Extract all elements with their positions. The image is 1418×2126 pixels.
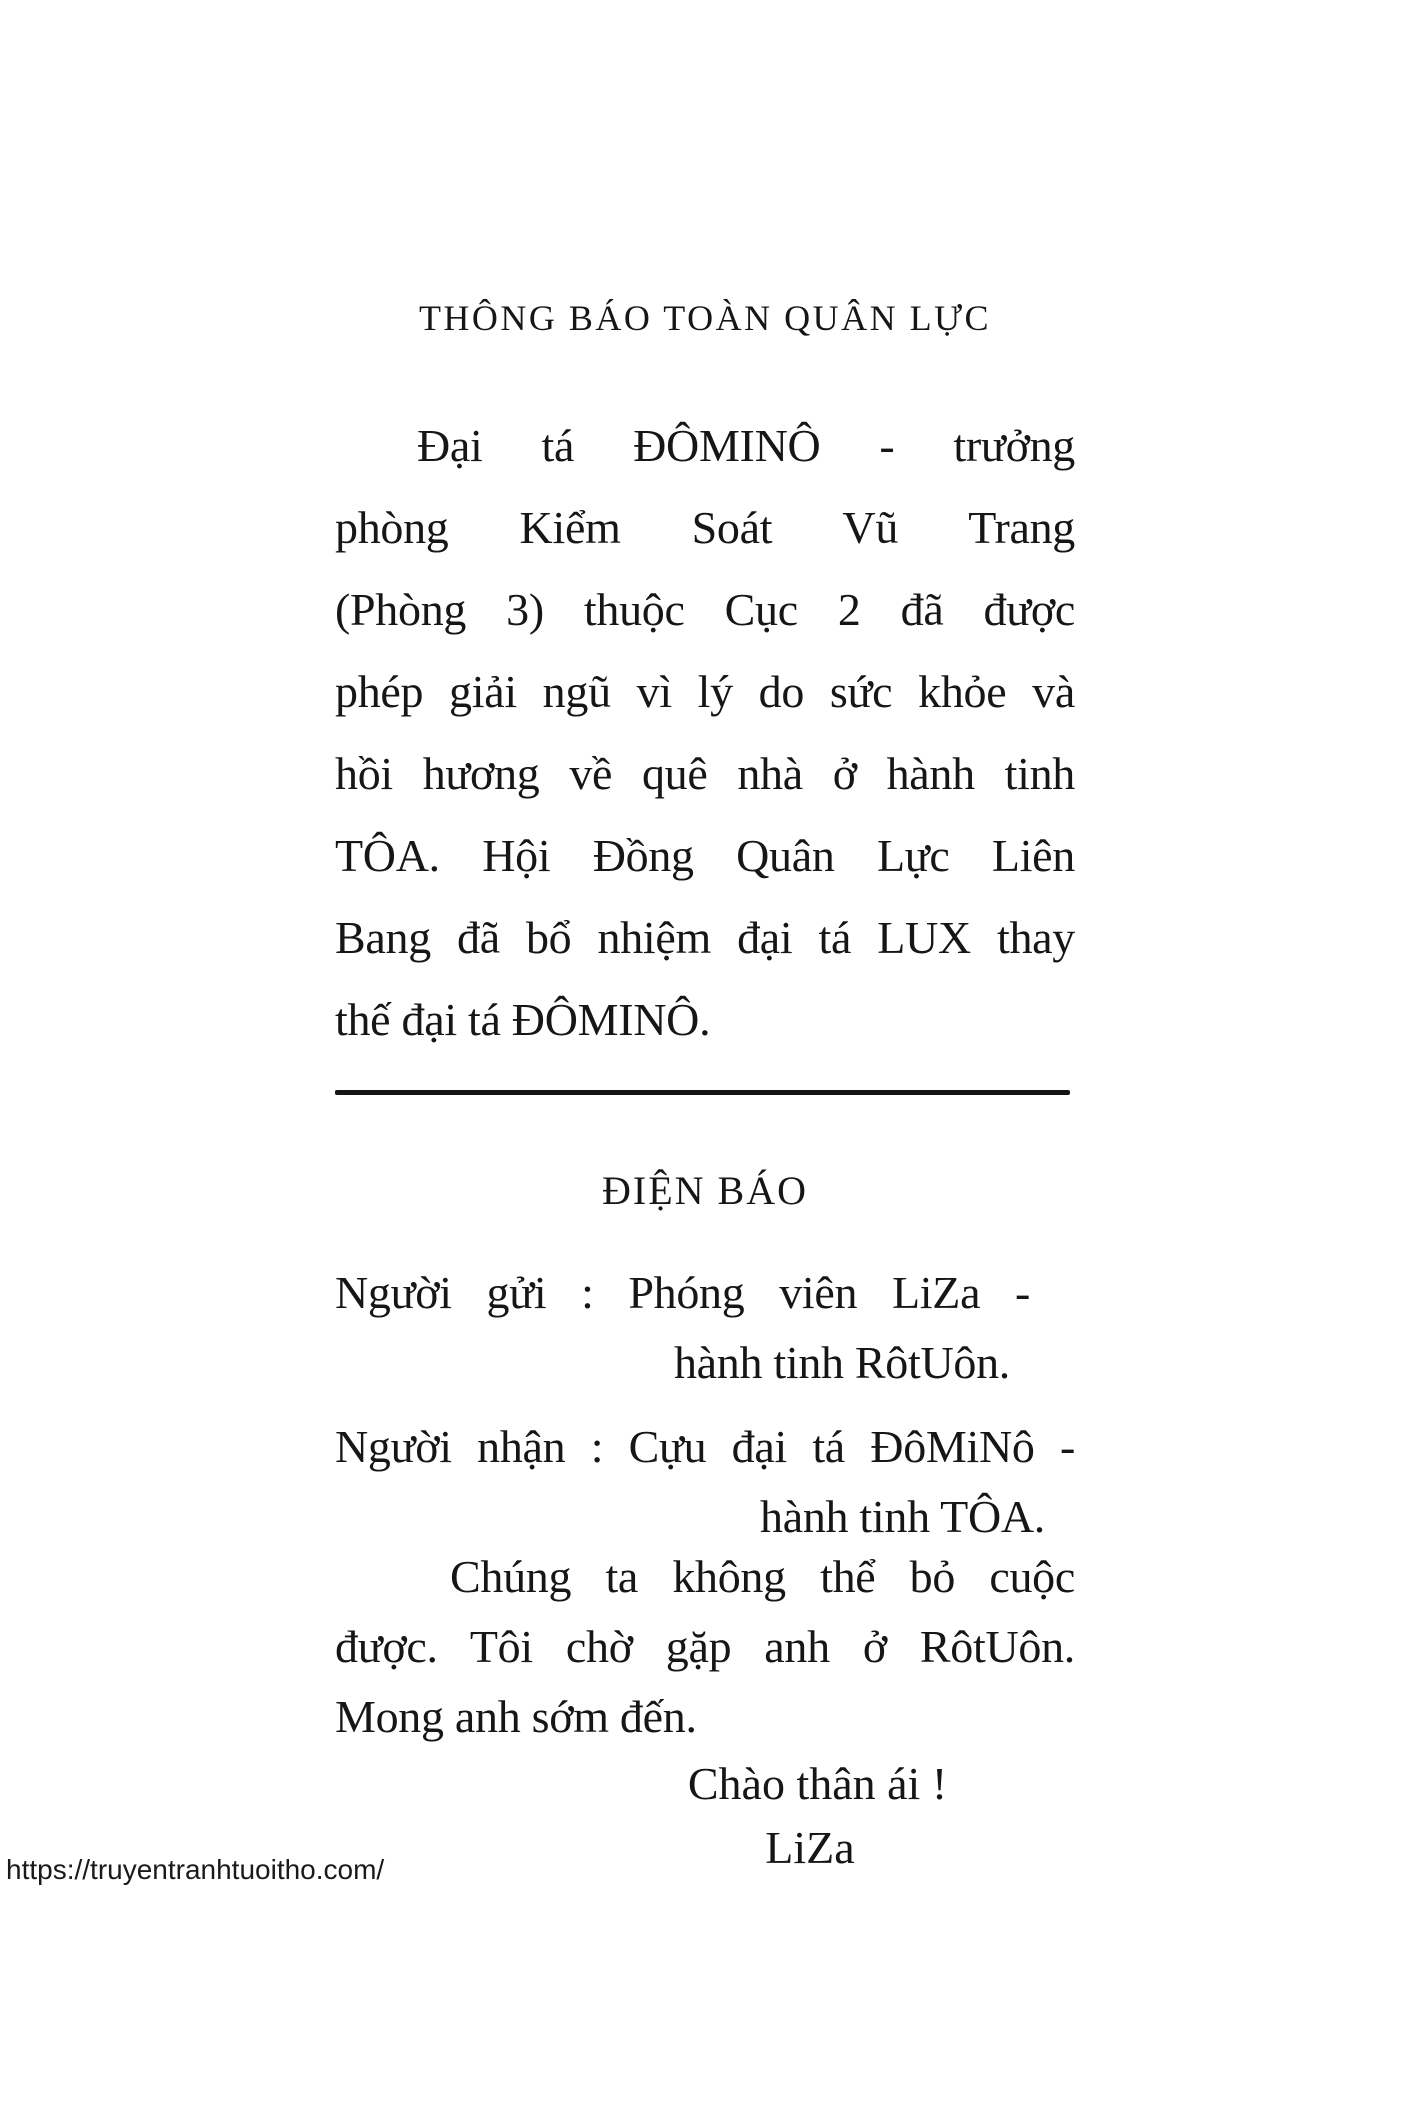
telegram-message-line: Mong anh sớm đến. (335, 1691, 697, 1742)
notice-title: THÔNG BÁO TOÀN QUÂN LỰC (418, 298, 992, 338)
notice-line: TÔA. Hội Đồng Quân Lực Liên (335, 830, 1075, 881)
telegram-sender-line: Người gửi : Phóng viên LiZa - (335, 1267, 1030, 1318)
telegram-closing: Chào thân ái ! (687, 1758, 948, 1809)
section-divider (335, 1090, 1070, 1095)
notice-line: phòng Kiểm Soát Vũ Trang (335, 502, 1075, 553)
telegram-message-block (335, 1542, 1075, 1752)
telegram-receiver-block (335, 1412, 1075, 1552)
notice-line: phép giải ngũ vì lý do sức khỏe và (335, 666, 1075, 717)
notice-line: Bang đã bổ nhiệm đại tá LUX thay (335, 912, 1075, 963)
telegram-title: ĐIỆN BÁO (602, 1168, 808, 1213)
telegram-receiver-location: hành tinh TÔA. (760, 1491, 1045, 1542)
telegram-signature: LiZa (765, 1822, 855, 1873)
telegram-sender-location: hành tinh RôtUôn. (673, 1337, 1010, 1388)
telegram-message-line: được. Tôi chờ gặp anh ở RôtUôn. (335, 1621, 1075, 1672)
text-column (335, 0, 1075, 1880)
notice-line: hồi hương về quê nhà ở hành tinh (335, 748, 1075, 799)
notice-line: Đại tá ĐÔMINÔ - trưởng (417, 420, 1075, 471)
notice-line: thế đại tá ĐÔMINÔ. (335, 994, 711, 1045)
notice-paragraph (335, 405, 1075, 1061)
telegram-sender-block (335, 1258, 1075, 1398)
telegram-message-line: Chúng ta không thể bỏ cuộc (450, 1551, 1075, 1602)
notice-line: (Phòng 3) thuộc Cục 2 đã được (335, 584, 1075, 635)
telegram-receiver-line: Người nhận : Cựu đại tá ĐôMiNô - (335, 1421, 1075, 1472)
watermark-url: https://truyentranhtuoitho.com/ (6, 1854, 385, 1885)
